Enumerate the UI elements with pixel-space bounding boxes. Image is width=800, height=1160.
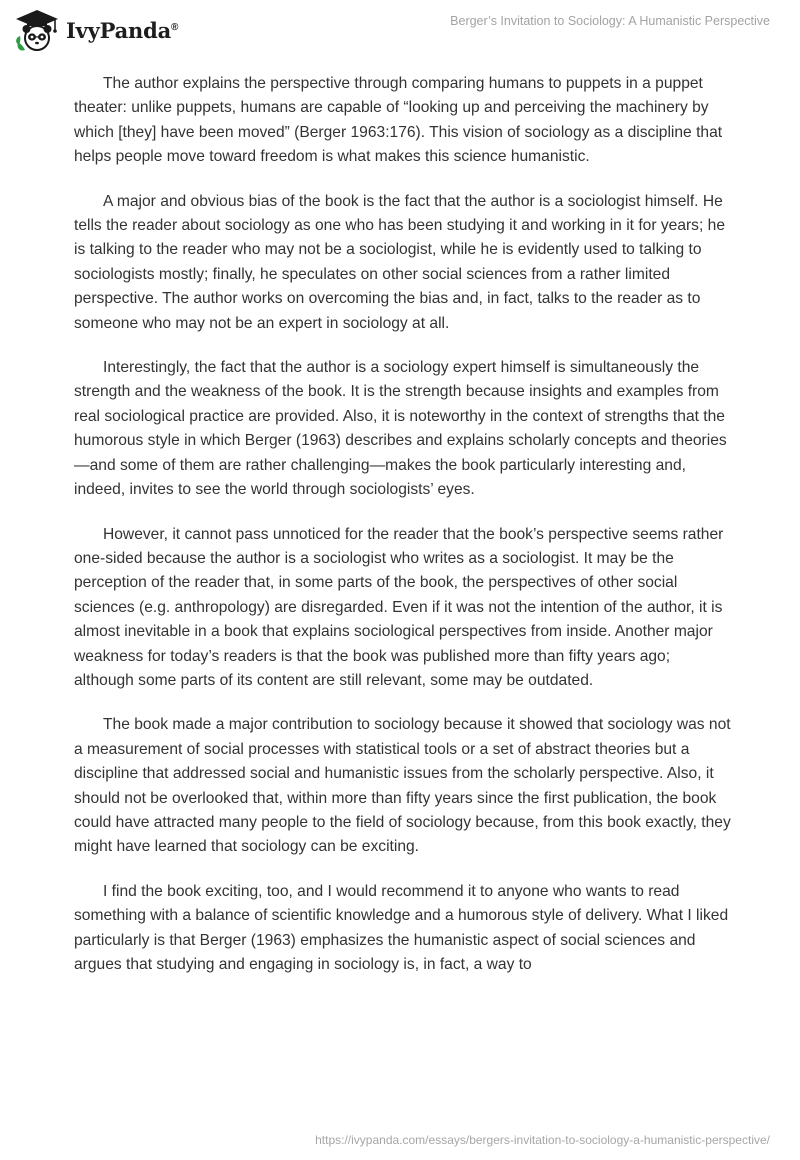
paragraph: A major and obvious bias of the book is the fact that the author is a sociologist himself. He tells the reader about sociology as one who has been studying it and working in it for years; he is talking to the reader who may not be a sociologist, while he is evidently used to talking to sociologists mostly; finally, he speculates on other social sciences from a rather limited perspective. The author works on overcoming the bias and, in fact, talks to the reader as to someone who may not be an expert in sociology at all. (74, 192, 725, 332)
registered-mark: ® (171, 21, 179, 33)
essay-body (74, 72, 734, 997)
brand-name (66, 18, 178, 43)
paragraph: Interestingly, the fact that the author is a sociology expert himself is simultaneously the strength and the weakness of the book. It is the strength because insights and examples from real sociological practice are provided. Also, it is noteworthy in the context of strengths that the humorous style in which Berger (1963) describes and explains scholarly concepts and theories—and some of them are rather challenging—makes the book particularly interesting and, indeed, invites to see the world through sociologists’ eyes. (74, 359, 727, 499)
paragraph: The author explains the perspective through comparing humans to puppets in a puppet theater: unlike puppets, humans are capable of “looking up and perceiving the machinery by which [they] have been moved” (Berger 1963:176). This vision of sociology as a discipline that helps people move toward freedom is what makes this science humanistic. (74, 75, 723, 166)
panda-graduation-cap-icon (14, 8, 60, 52)
paragraph: I find the book exciting, too, and I would recommend it to anyone who wants to read something with a balance of scientific knowledge and a humorous style of delivery. What I liked particularly is that Berger (1963) emphasizes the humanistic aspect of social sciences and argues that studying and engaging in sociology is, in fact, a way to (74, 882, 729, 973)
paragraph: However, it cannot pass unnoticed for the reader that the book’s perspective seems rather one-sided because the author is a sociologist who writes as a sociologist. It may be the perception of the reader that, in some parts of the book, the perspectives of other social sciences (e.g. anthropology) are disregarded. Even if it was not the intention of the author, it is almost inevitable in a book that explains sociological perspectives from inside. Another major weakness for today’s readers is that the book was published more than fifty years ago; although some parts of its content are still relevant, some may be outdated. (74, 525, 724, 689)
page-header (0, 0, 800, 60)
paragraph: The book made a major contribution to sociology because it showed that sociology was not a measurement of social processes with statistical tools or a set of abstract theories but a discipline that addressed social and humanistic issues from the scholarly perspective. Also, it should not be overlooked that, within more than fifty years since the first publication, the book could have attracted many people to the field of sociology because, from this book exactly, they might have learned that sociology can be exciting. (74, 716, 731, 856)
ivypanda-logo[interactable] (14, 8, 178, 52)
essay-title: Berger’s Invitation to Sociology: A Humanistic Perspective (450, 14, 770, 28)
source-url[interactable]: https://ivypanda.com/essays/bergers-invitation-to-sociology-a-humanistic-perspective/ (315, 1133, 770, 1147)
brand-text: IvyPanda (66, 17, 172, 43)
